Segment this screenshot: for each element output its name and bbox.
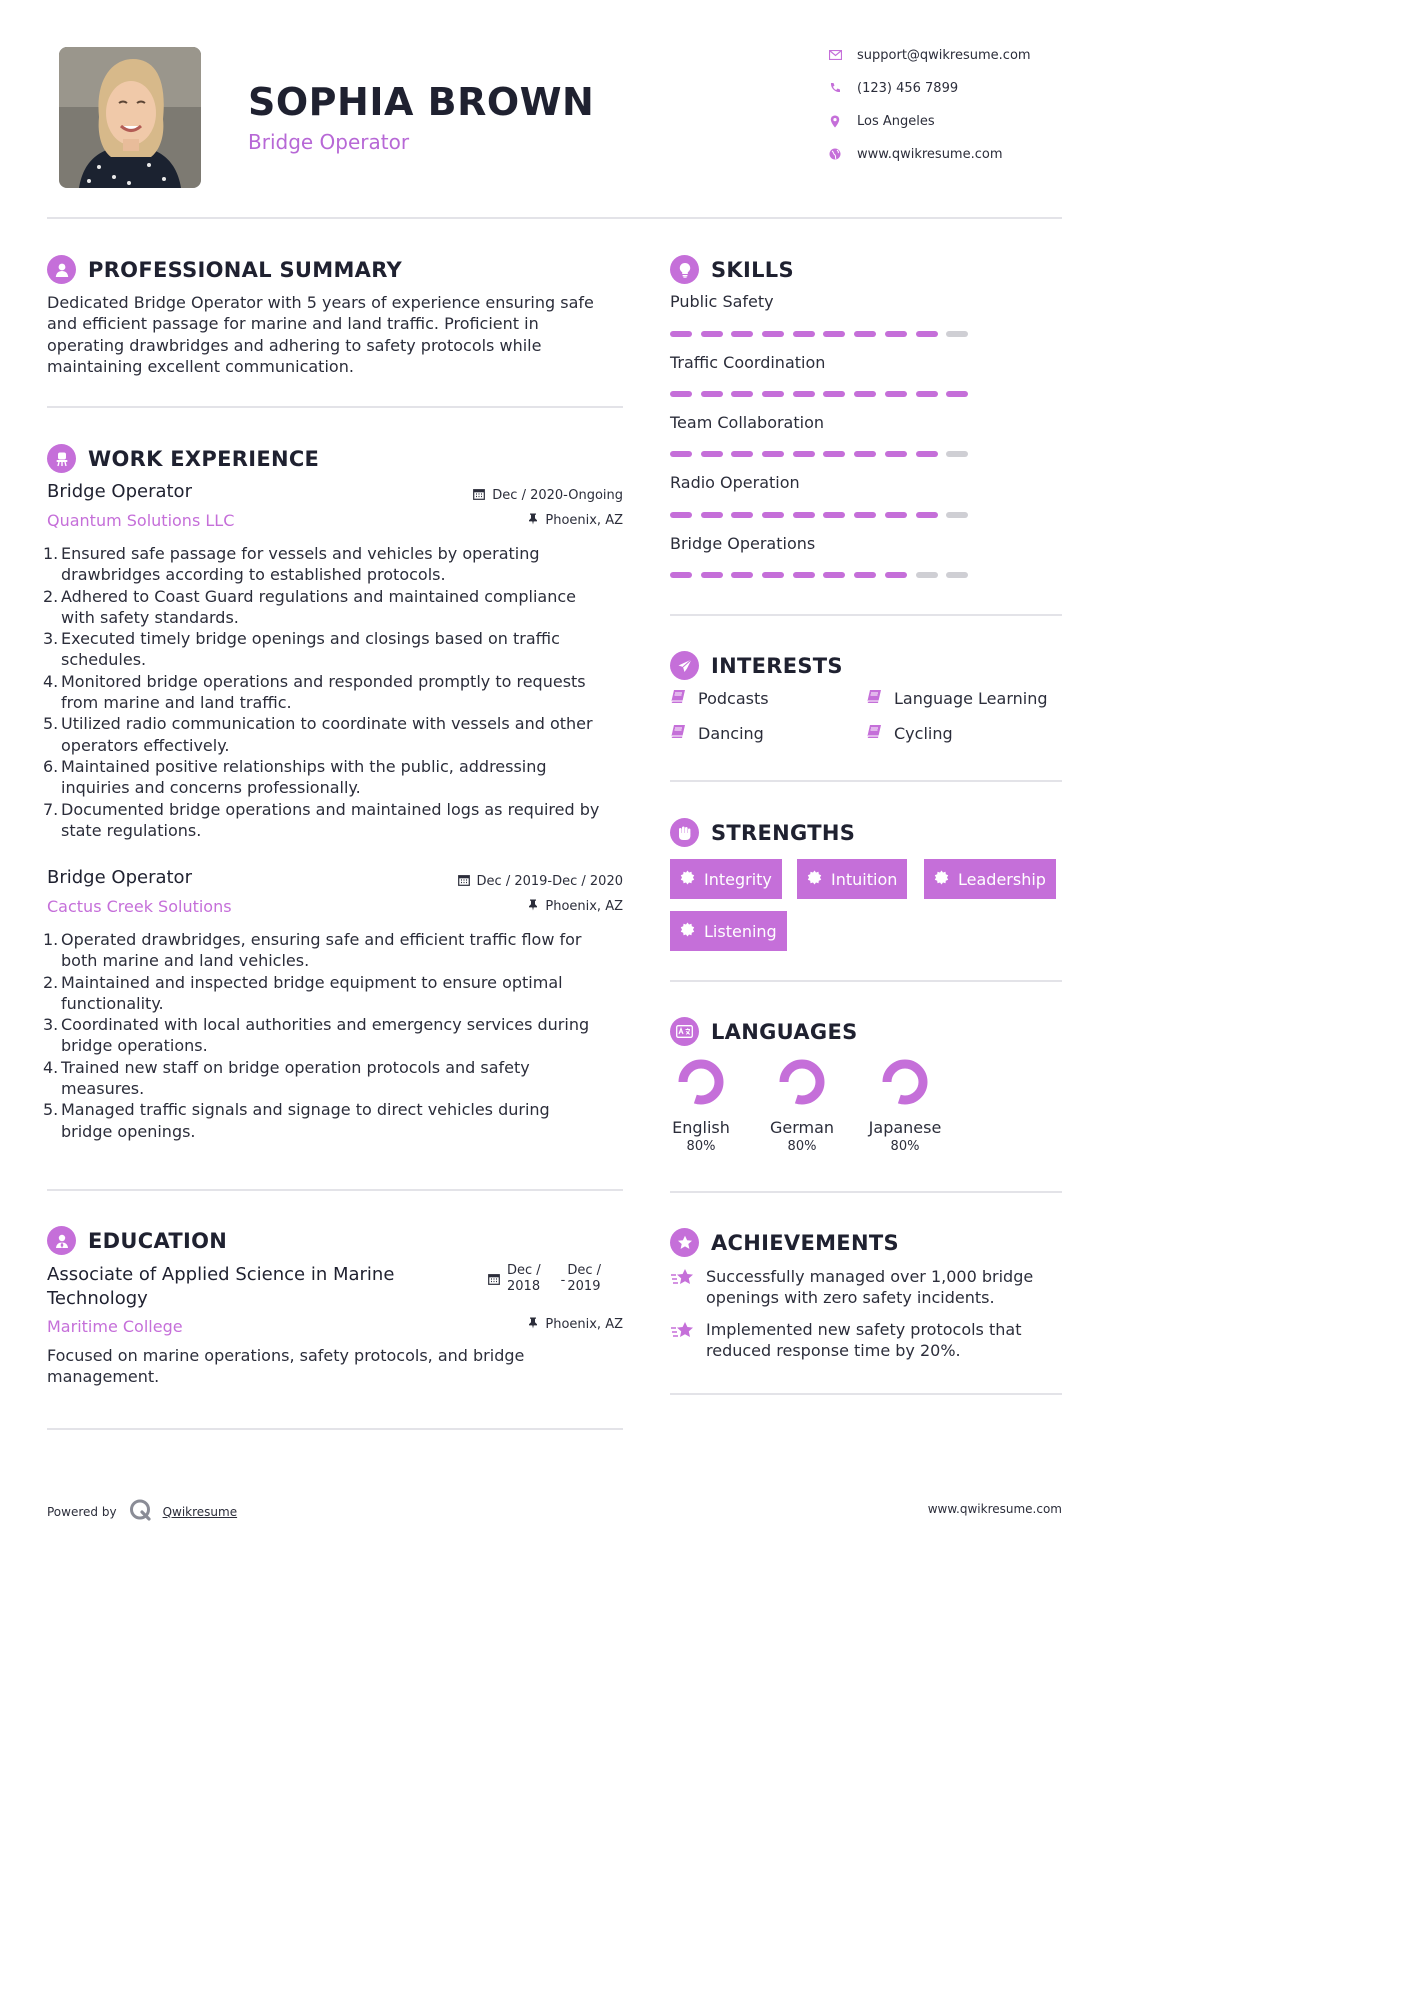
achievements-heading — [670, 1228, 899, 1257]
interest-item — [866, 689, 1048, 708]
list-text: Monitored bridge operations and responded promptly to requests — [61, 671, 586, 691]
pushpin-icon — [528, 899, 538, 914]
strength-label: Listening — [704, 921, 777, 941]
degree-line: Technology — [47, 1288, 148, 1309]
user-icon — [47, 255, 76, 284]
bulb-icon — [670, 255, 699, 284]
skill-segment — [701, 451, 723, 457]
contact-location — [828, 112, 935, 130]
language-name: German — [769, 1118, 835, 1137]
education-location — [528, 1317, 623, 1332]
brand-link[interactable]: Qwikresume — [162, 1504, 238, 1519]
skill-segment — [823, 451, 845, 457]
interests-divider — [670, 780, 1062, 782]
interest-label: Dancing — [698, 724, 764, 743]
strength-label: Intuition — [831, 869, 898, 889]
list-text: Documented bridge operations and maintained logs as required by — [61, 799, 600, 819]
skill-segment — [916, 451, 938, 457]
phone-icon — [828, 81, 842, 95]
list-text: with safety standards. — [61, 607, 239, 627]
school-name: Maritime College — [47, 1317, 183, 1336]
skill-segment — [946, 572, 968, 578]
list-number: 6. — [43, 756, 59, 776]
skill-segment — [670, 572, 692, 578]
end-month: Dec / — [567, 1263, 602, 1278]
list-item — [43, 799, 632, 842]
language-arc — [887, 1064, 923, 1100]
skill-segment — [823, 572, 845, 578]
summary-heading — [47, 255, 402, 284]
list-text: Trained new staff on bridge operation protocols and safety — [61, 1057, 530, 1077]
summary-text — [47, 292, 627, 378]
calendar-icon — [458, 874, 470, 889]
contact-website[interactable] — [828, 145, 1003, 163]
language-percent: 80% — [890, 1139, 920, 1154]
list-text: measures. — [61, 1079, 145, 1099]
language-arc — [784, 1064, 820, 1100]
summary-divider — [47, 406, 623, 408]
achievement-line: reduced response time by 20%. — [706, 1341, 961, 1361]
list-number: 5. — [43, 1100, 59, 1120]
job-2-company: Cactus Creek Solutions — [47, 897, 232, 916]
list-text: from marine and land traffic. — [61, 693, 292, 713]
profile-photo — [59, 47, 201, 188]
skill-segment — [793, 512, 815, 518]
strength-chip — [797, 859, 907, 899]
list-number: 5. — [43, 714, 59, 734]
skill-segment — [762, 391, 784, 397]
list-item — [43, 1014, 632, 1057]
strength-label: Integrity — [704, 869, 772, 889]
skill-segment — [854, 572, 876, 578]
skill-segment — [823, 391, 845, 397]
list-item — [43, 972, 632, 1015]
skill-segment — [885, 572, 907, 578]
header-divider — [47, 217, 1062, 219]
list-text: Coordinated with local authorities and emergency services during — [61, 1015, 590, 1035]
skills-divider — [670, 614, 1062, 616]
list-text: operators effectively. — [61, 735, 230, 755]
list-number: 3. — [43, 629, 59, 649]
skill-segment — [854, 512, 876, 518]
star-icon — [670, 1228, 699, 1257]
experience-divider — [47, 1189, 623, 1191]
skill-segment — [916, 572, 938, 578]
job-1-responsibilities — [43, 543, 632, 841]
list-item — [43, 713, 632, 756]
skill-name: Traffic Coordination — [670, 353, 826, 372]
mail-icon — [828, 48, 842, 62]
languages-title: LANGUAGES — [711, 1019, 858, 1044]
degree-title — [47, 1263, 394, 1311]
skill-segment — [885, 331, 907, 337]
skill-segment — [731, 391, 753, 397]
email-text: support@qwikresume.com — [857, 47, 1031, 63]
interest-item — [866, 724, 953, 743]
achievement-text — [706, 1266, 1033, 1309]
strength-chip — [670, 911, 787, 951]
list-item — [43, 671, 632, 714]
summary-line: Dedicated Bridge Operator with 5 years of experience ensuring safe — [47, 293, 594, 312]
pushpin-icon — [528, 1317, 538, 1332]
star-icon — [670, 1268, 696, 1309]
candidate-name: SOPHIA BROWN — [248, 80, 595, 124]
list-number: 4. — [43, 671, 59, 691]
summary-line: operating drawbridges and adhering to safety protocols while — [47, 335, 542, 355]
education-start — [507, 1263, 541, 1295]
summary-line: maintaining excellent communication. — [47, 357, 354, 377]
skill-bar — [670, 512, 977, 518]
skill-segment — [946, 451, 968, 457]
skill-segment — [793, 572, 815, 578]
chair-icon — [47, 444, 76, 473]
powered-by — [47, 1499, 237, 1524]
skill-segment — [670, 331, 692, 337]
strengths-heading — [670, 818, 855, 847]
strength-chip — [670, 859, 782, 899]
description-line: Focused on marine operations, safety protocols, and bridge — [47, 1346, 525, 1365]
interest-item — [670, 689, 769, 708]
candidate-role: Bridge Operator — [248, 130, 410, 154]
language-card-icon — [670, 1017, 699, 1046]
strength-label: Leadership — [958, 869, 1046, 889]
interest-item — [670, 724, 764, 743]
skill-segment — [793, 331, 815, 337]
date-separator: - — [560, 1273, 566, 1288]
book-icon — [670, 724, 686, 743]
job-1-title: Bridge Operator — [47, 481, 192, 502]
badge-icon — [680, 922, 695, 941]
skill-name: Team Collaboration — [670, 413, 825, 432]
skill-segment — [701, 391, 723, 397]
phone-text: (123) 456 7899 — [857, 80, 959, 96]
skill-segment — [823, 512, 845, 518]
language-percent: 80% — [787, 1139, 817, 1154]
skill-segment — [854, 451, 876, 457]
list-text: drawbridges according to established protocols. — [61, 565, 446, 585]
list-text: Managed traffic signals and signage to direct vehicles during — [61, 1100, 550, 1120]
language-progress-ring — [677, 1058, 725, 1106]
badge-icon — [807, 870, 822, 889]
description-line: management. — [47, 1367, 160, 1387]
list-text: state regulations. — [61, 820, 202, 840]
skill-segment — [885, 451, 907, 457]
paper-plane-icon — [670, 651, 699, 680]
skill-bar — [670, 451, 977, 457]
achievement-line: openings with zero safety incidents. — [706, 1288, 995, 1308]
list-text: Ensured safe passage for vessels and vehicles by operating — [61, 544, 540, 563]
languages-heading — [670, 1017, 858, 1046]
list-item — [43, 929, 632, 972]
skill-segment — [916, 331, 938, 337]
education-location-text: Phoenix, AZ — [545, 1317, 623, 1332]
skill-segment — [885, 391, 907, 397]
skill-segment — [731, 331, 753, 337]
language-item — [766, 1058, 838, 1154]
job-1-dates — [473, 488, 623, 503]
language-progress-ring — [778, 1058, 826, 1106]
calendar-icon — [473, 488, 485, 503]
interests-heading — [670, 651, 843, 680]
list-text: functionality. — [61, 993, 164, 1013]
interest-label: Cycling — [894, 724, 953, 743]
skill-segment — [762, 512, 784, 518]
list-text: Utilized radio communication to coordinate with vessels and other — [61, 714, 593, 734]
skill-name: Radio Operation — [670, 473, 800, 492]
achievements-divider — [670, 1393, 1062, 1395]
education-description — [47, 1345, 627, 1388]
education-heading — [47, 1226, 227, 1255]
end-year: 2019 — [567, 1279, 601, 1294]
star-icon — [670, 1321, 696, 1362]
interest-label: Language Learning — [894, 689, 1048, 708]
list-text: bridge operations. — [61, 1036, 208, 1056]
skill-segment — [793, 451, 815, 457]
job-2-dates — [458, 874, 623, 889]
list-item — [43, 628, 632, 671]
badge-icon — [934, 870, 949, 889]
language-item — [670, 1058, 732, 1154]
skill-segment — [731, 451, 753, 457]
interest-label: Podcasts — [698, 689, 769, 708]
book-icon — [670, 689, 686, 708]
list-number: 3. — [43, 1015, 59, 1035]
achievement-item — [670, 1319, 1062, 1362]
strengths-divider — [670, 980, 1062, 982]
language-arc — [683, 1064, 719, 1100]
skill-segment — [916, 512, 938, 518]
list-item — [43, 1057, 632, 1100]
achievement-text — [706, 1319, 1021, 1362]
skill-bar — [670, 331, 977, 337]
interests-title: INTERESTS — [711, 653, 843, 678]
skill-segment — [762, 451, 784, 457]
list-number: 4. — [43, 1057, 59, 1077]
website-text: www.qwikresume.com — [857, 146, 1003, 162]
languages-divider — [670, 1191, 1062, 1193]
list-text: schedules. — [61, 650, 147, 670]
job-2-dates-text: Dec / 2019-Dec / 2020 — [476, 874, 623, 889]
list-item — [43, 543, 632, 586]
skill-segment — [946, 512, 968, 518]
language-percent: 80% — [686, 1139, 716, 1154]
calendar-icon — [488, 1273, 500, 1288]
skill-segment — [916, 391, 938, 397]
skill-name: Bridge Operations — [670, 534, 816, 553]
job-1-location — [528, 513, 623, 528]
skills-title: SKILLS — [711, 257, 794, 282]
globe-icon — [828, 147, 842, 161]
skill-segment — [731, 512, 753, 518]
list-text: Maintained and inspected bridge equipment to ensure optimal — [61, 972, 563, 992]
skill-segment — [701, 572, 723, 578]
list-number: 2. — [43, 586, 59, 606]
start-month: Dec / — [507, 1263, 541, 1278]
job-2-responsibilities — [43, 929, 632, 1142]
achievements-title: ACHIEVEMENTS — [711, 1230, 899, 1255]
summary-line: and efficient passage for marine and land traffic. Proficient in — [47, 314, 539, 334]
language-name: English — [672, 1118, 730, 1137]
strength-chip — [924, 859, 1056, 899]
start-year: 2018 — [507, 1279, 541, 1294]
skill-segment — [701, 331, 723, 337]
list-text: Adhered to Coast Guard regulations and maintained compliance — [61, 586, 577, 606]
job-2-location-text: Phoenix, AZ — [545, 899, 623, 914]
list-number: 1. — [43, 930, 59, 949]
fist-icon — [670, 818, 699, 847]
skill-segment — [854, 331, 876, 337]
list-number: 2. — [43, 972, 59, 992]
list-item — [43, 1099, 632, 1142]
strengths-title: STRENGTHS — [711, 820, 856, 845]
education-divider — [47, 1428, 623, 1430]
skill-segment — [670, 451, 692, 457]
education-title: EDUCATION — [88, 1228, 228, 1253]
list-number: 7. — [43, 799, 59, 819]
location-text: Los Angeles — [857, 113, 935, 129]
skill-segment — [670, 512, 692, 518]
contact-email[interactable] — [828, 46, 1031, 64]
language-item — [864, 1058, 946, 1154]
list-item — [43, 756, 632, 799]
achievement-item — [670, 1266, 1062, 1309]
pushpin-icon — [528, 513, 538, 528]
footer-url[interactable]: www.qwikresume.com — [927, 1502, 1062, 1516]
summary-title: PROFESSIONAL SUMMARY — [88, 257, 403, 282]
list-text: bridge openings. — [61, 1121, 196, 1141]
skill-segment — [762, 331, 784, 337]
experience-heading — [47, 444, 319, 473]
skill-segment — [854, 391, 876, 397]
skill-name: Public Safety — [670, 292, 774, 311]
skill-segment — [946, 331, 968, 337]
qwikresume-logo-icon — [129, 1499, 153, 1524]
graduation-icon — [47, 1226, 76, 1255]
book-icon — [866, 724, 882, 743]
skill-bar — [670, 572, 977, 578]
skill-segment — [793, 391, 815, 397]
badge-icon — [680, 870, 695, 889]
skill-segment — [885, 512, 907, 518]
book-icon — [866, 689, 882, 708]
degree-line: Associate of Applied Science in Marine — [47, 1264, 395, 1285]
list-item — [43, 586, 632, 629]
experience-title: WORK EXPERIENCE — [88, 446, 320, 471]
skill-bar — [670, 391, 977, 397]
skill-segment — [823, 331, 845, 337]
achievement-line: Successfully managed over 1,000 bridge — [706, 1267, 1034, 1286]
language-name: Japanese — [868, 1118, 942, 1137]
education-dates — [488, 1263, 601, 1295]
job-1-dates-text: Dec / 2020-Ongoing — [492, 488, 623, 503]
list-text: both marine and land vehicles. — [61, 951, 310, 971]
language-progress-ring — [881, 1058, 929, 1106]
job-1-company: Quantum Solutions LLC — [47, 511, 235, 530]
list-text: inquiries and concerns professionally. — [61, 778, 361, 798]
list-number: 1. — [43, 544, 59, 563]
job-2-title: Bridge Operator — [47, 867, 192, 888]
job-2-location — [528, 899, 623, 914]
skill-segment — [701, 512, 723, 518]
skills-heading — [670, 255, 794, 284]
list-text: Executed timely bridge openings and closings based on traffic — [61, 629, 560, 649]
skill-segment — [731, 572, 753, 578]
skill-segment — [946, 391, 968, 397]
achievement-line: Implemented new safety protocols that — [706, 1320, 1022, 1339]
list-text: Maintained positive relationships with the public, addressing — [61, 756, 547, 776]
list-text: Operated drawbridges, ensuring safe and efficient traffic flow for — [61, 930, 582, 949]
location-pin-icon — [828, 114, 842, 128]
job-1-location-text: Phoenix, AZ — [545, 513, 623, 528]
skill-segment — [670, 391, 692, 397]
contact-phone[interactable] — [828, 79, 958, 97]
education-end — [567, 1263, 601, 1295]
powered-by-label: Powered by — [47, 1504, 117, 1519]
skill-segment — [762, 572, 784, 578]
